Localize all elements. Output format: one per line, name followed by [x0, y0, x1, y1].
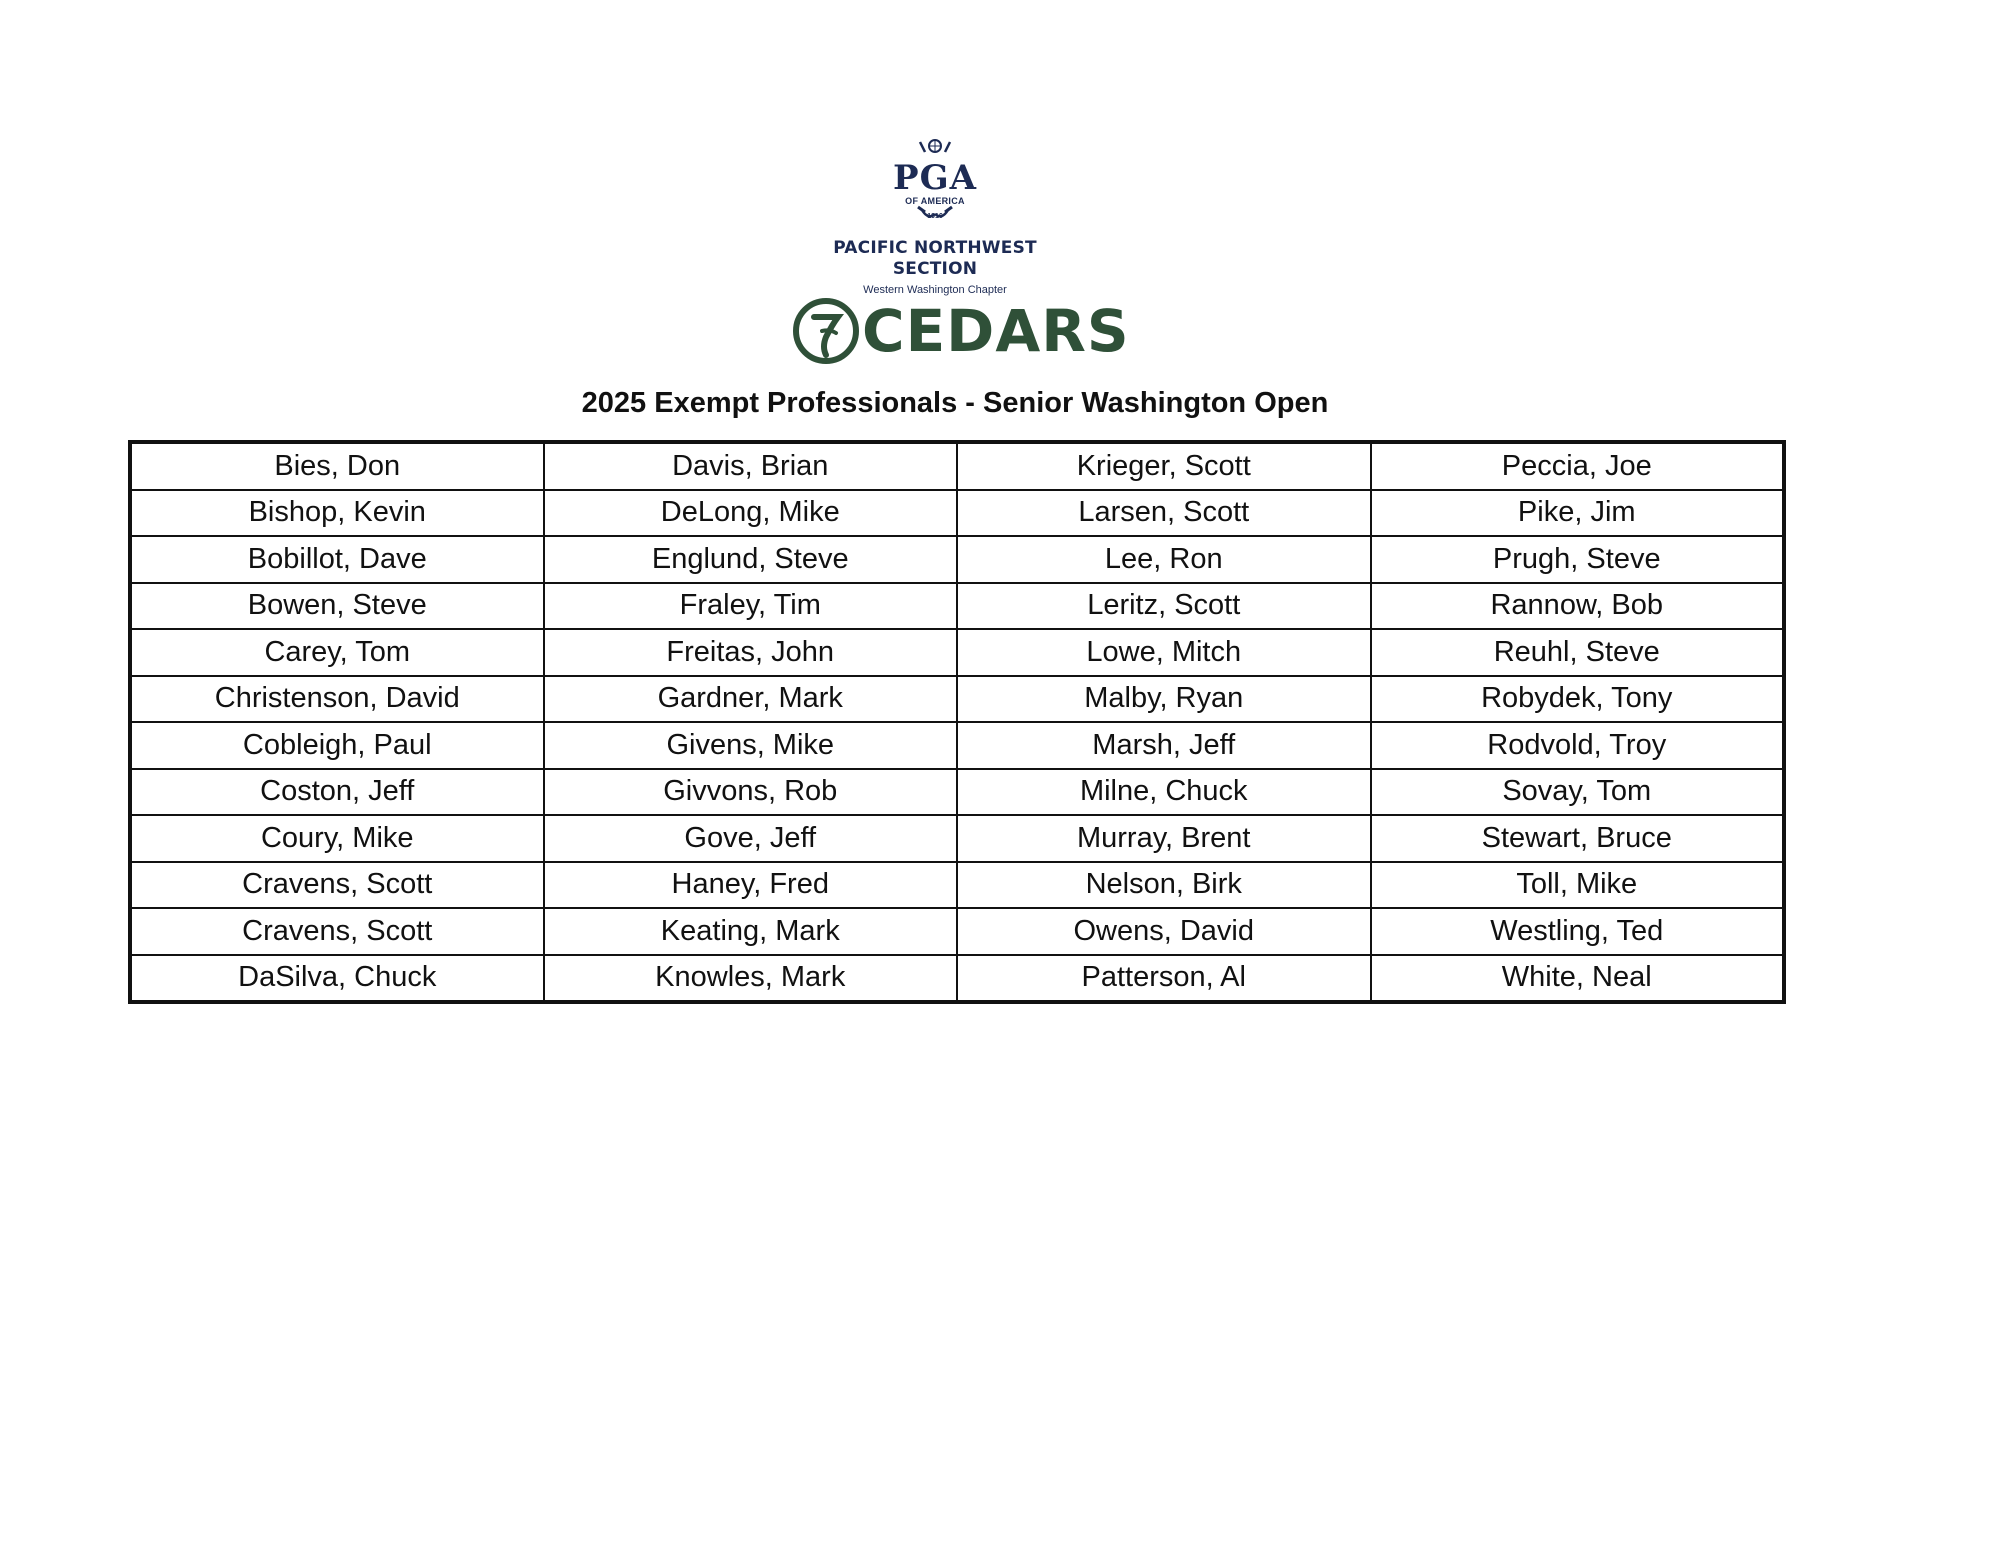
table-cell: Freitas, John — [544, 629, 958, 676]
table-cell: Christenson, David — [130, 676, 544, 723]
table-cell: Givvons, Rob — [544, 769, 958, 816]
table-cell: Gardner, Mark — [544, 676, 958, 723]
table-row — [130, 955, 1784, 1003]
section-name-line1: PACIFIC NORTHWEST — [833, 238, 1037, 258]
table-cell: Bishop, Kevin — [130, 490, 544, 537]
pga-year: 1916 — [927, 213, 943, 220]
table-cell: Cravens, Scott — [130, 908, 544, 955]
table-cell: Nelson, Birk — [957, 862, 1371, 909]
table-cell: Reuhl, Steve — [1371, 629, 1785, 676]
table-cell: Lowe, Mitch — [957, 629, 1371, 676]
table-cell: Givens, Mike — [544, 722, 958, 769]
table-cell: Marsh, Jeff — [957, 722, 1371, 769]
table-row — [130, 629, 1784, 676]
table-cell: Malby, Ryan — [957, 676, 1371, 723]
cedars-wordmark: CEDARS — [862, 297, 1130, 365]
page-title: 2025 Exempt Professionals - Senior Washington Open — [581, 387, 1329, 419]
table-cell: Gove, Jeff — [544, 815, 958, 862]
cedars-logo — [792, 297, 1130, 369]
table-cell: Rannow, Bob — [1371, 583, 1785, 630]
table-cell: Milne, Chuck — [957, 769, 1371, 816]
table-row — [130, 676, 1784, 723]
table-cell: Peccia, Joe — [1371, 442, 1785, 490]
table-cell: Toll, Mike — [1371, 862, 1785, 909]
table-cell: Larsen, Scott — [957, 490, 1371, 537]
table-cell: Bies, Don — [130, 442, 544, 490]
table-cell: Sovay, Tom — [1371, 769, 1785, 816]
chapter-name: Western Washington Chapter — [863, 284, 1007, 296]
table-cell: Patterson, Al — [957, 955, 1371, 1003]
table-cell: Stewart, Bruce — [1371, 815, 1785, 862]
table-cell: Keating, Mark — [544, 908, 958, 955]
table-cell: Pike, Jim — [1371, 490, 1785, 537]
table-cell: Cobleigh, Paul — [130, 722, 544, 769]
table-cell: Westling, Ted — [1371, 908, 1785, 955]
table-cell: Coston, Jeff — [130, 769, 544, 816]
table-cell: Coury, Mike — [130, 815, 544, 862]
pga-subtitle: OF AMERICA — [905, 196, 965, 206]
table-row — [130, 536, 1784, 583]
table-cell: Cravens, Scott — [130, 862, 544, 909]
table-cell: Prugh, Steve — [1371, 536, 1785, 583]
table-row — [130, 815, 1784, 862]
table-cell: Englund, Steve — [544, 536, 958, 583]
pga-wordmark: PGA — [893, 158, 977, 198]
table-cell: Davis, Brian — [544, 442, 958, 490]
table-row — [130, 862, 1784, 909]
table-row — [130, 583, 1784, 630]
table-cell: Owens, David — [957, 908, 1371, 955]
table-row — [130, 722, 1784, 769]
exempt-professionals-table — [128, 440, 1786, 1004]
table-cell: Carey, Tom — [130, 629, 544, 676]
table-cell: DeLong, Mike — [544, 490, 958, 537]
table-cell: DaSilva, Chuck — [130, 955, 544, 1003]
table-row — [130, 908, 1784, 955]
roster-table-body — [130, 442, 1784, 1002]
cedars-emblem-icon — [792, 297, 860, 365]
table-cell: Rodvold, Troy — [1371, 722, 1785, 769]
table-cell: Leritz, Scott — [957, 583, 1371, 630]
table-cell: Robydek, Tony — [1371, 676, 1785, 723]
table-cell: Murray, Brent — [957, 815, 1371, 862]
table-cell: Bobillot, Dave — [130, 536, 544, 583]
table-row — [130, 769, 1784, 816]
table-row — [130, 490, 1784, 537]
table-cell: Bowen, Steve — [130, 583, 544, 630]
table-row — [130, 442, 1784, 490]
table-cell: Fraley, Tim — [544, 583, 958, 630]
section-name-line2: SECTION — [892, 259, 978, 279]
table-cell: Krieger, Scott — [957, 442, 1371, 490]
table-cell: Lee, Ron — [957, 536, 1371, 583]
table-cell: White, Neal — [1371, 955, 1785, 1003]
table-cell: Knowles, Mark — [544, 955, 958, 1003]
table-cell: Haney, Fred — [544, 862, 958, 909]
